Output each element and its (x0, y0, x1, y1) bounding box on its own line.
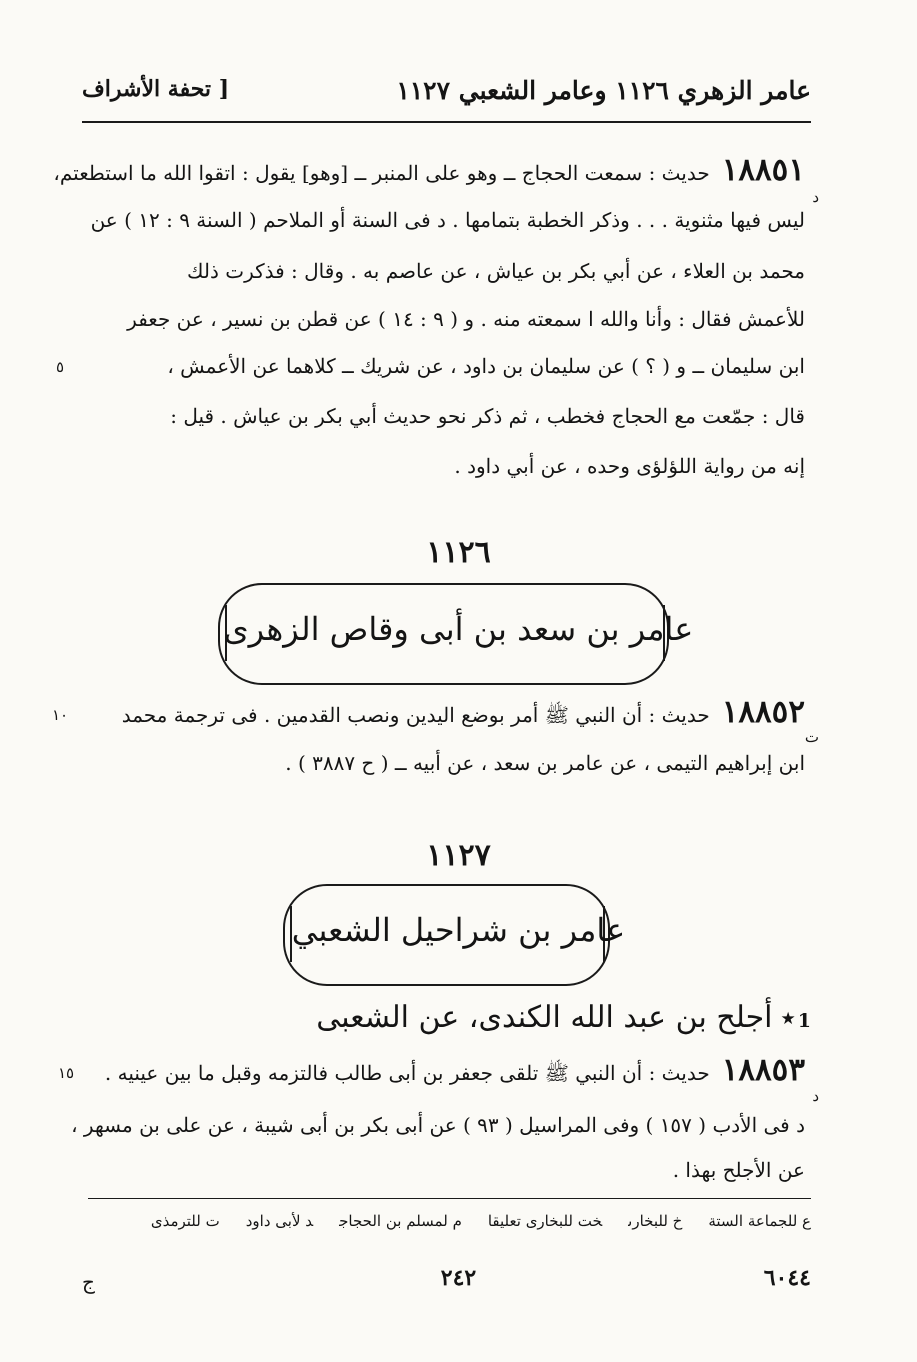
entry-line: ابن سليمان ــ و ( ؟ ) عن سليمان بن داود ، عن شريك ــ كلاهما عن الأعمش ، (167, 354, 805, 378)
abbreviation-item: د لأبى داود (245, 1212, 314, 1230)
section-number: ١١٢٧ (426, 838, 491, 873)
running-header-book: [ تحفة الأشراف (82, 76, 230, 102)
page-number: ٢٤٢ (440, 1265, 477, 1291)
signature-mark: ج (82, 1270, 95, 1294)
entry-line: قال : جمّعت مع الحجاج فخطب ، ثم ذكر نحو حديث أبي بكر بن عياش . قيل : (170, 404, 805, 428)
abbreviation-item: خت للبخارى تعليقا (487, 1212, 603, 1230)
header-rule (82, 121, 811, 123)
entry-line: للأعمش فقال : وأنا والله ا سمعته منه . و ( ٩ : ١٤ ) عن قطن بن نسير ، عن جعفر (127, 307, 805, 331)
subentry-title: أجلح بن عبد الله الكندى، عن الشعبى (316, 1000, 773, 1035)
book-marker: ت (804, 728, 819, 746)
line-count-marker: ١٠ (52, 706, 69, 724)
line-count-marker: ١٥ (58, 1064, 75, 1082)
entry-line: ١٨٨٥١حديث : سمعت الحجاج ــ وهو على المنبر ــ [وهو] يقول : اتقوا الله ما استطعتم، (53, 152, 805, 188)
entry-line: محمد بن العلاء ، عن أبي بكر بن عياش ، عن عاصم به . وقال : فذكرت ذلك (187, 259, 805, 283)
book-marker: د (812, 188, 819, 206)
hadith-number: ١٨٨٥٣ (721, 1052, 805, 1088)
entry-line: د فى الأدب ( ١٥٧ ) وفى المراسيل ( ٩٣ ) عن أبى بكر بن أبى شيبة ، عن على بن مسهر ، (71, 1113, 805, 1137)
section-title: عامر بن شراحيل الشعبي (291, 911, 626, 949)
entry-line: ١٨٨٥٣حديث : أن النبي ﷺ تلقى جعفر بن أبى طالب فالتزمه وقبل ما بين عينيه . (104, 1052, 805, 1088)
section-number: ١١٢٦ (426, 535, 491, 570)
entry-line: ١٨٨٥٢حديث : أن النبي ﷺ أمر بوضع اليدين ونصب القدمين . فى ترجمة محمد (121, 694, 805, 730)
abbreviation-item: خ للبخارى (628, 1212, 683, 1230)
hadith-number: ١٨٨٥٢ (721, 694, 805, 730)
book-marker: د (812, 1087, 819, 1105)
entry-range-number: ٦٠٤٤ (763, 1265, 811, 1291)
abbreviation-item: م لمسلم بن الحجاج (339, 1212, 462, 1230)
abbreviation-key (125, 1212, 811, 1230)
narrator-subheading (316, 1000, 811, 1035)
section-title: عامر بن سعد بن أبى وقاص الزهرى (223, 610, 694, 648)
abbreviation-item: ت للترمذى (150, 1212, 220, 1230)
footnote-rule (88, 1198, 811, 1199)
line-count-marker: ٥ (56, 358, 65, 376)
entry-line: ليس فيها مثنوية . . . وذكر الخطبة بتمامها . د فى السنة أو الملاحم ( السنة ٩ : ١٢ ) عن (90, 208, 805, 232)
star-icon: ★ (780, 1009, 796, 1029)
subentry-index: 1 (797, 1010, 811, 1032)
entry-line: عن الأجلح بهذا . (672, 1158, 805, 1182)
hadith-number: ١٨٨٥١ (721, 152, 805, 188)
abbreviation-item: ع للجماعة الستة (708, 1212, 811, 1230)
running-header-title: عامر الزهري ١١٢٦ وعامر الشعبي ١١٢٧ (396, 76, 811, 105)
entry-line: ابن إبراهيم التيمى ، عن عامر بن سعد ، عن أبيه ــ ( ح ٣٨٨٧ ) . (285, 751, 805, 775)
entry-line: إنه من رواية اللؤلؤى وحده ، عن أبي داود . (454, 454, 805, 478)
